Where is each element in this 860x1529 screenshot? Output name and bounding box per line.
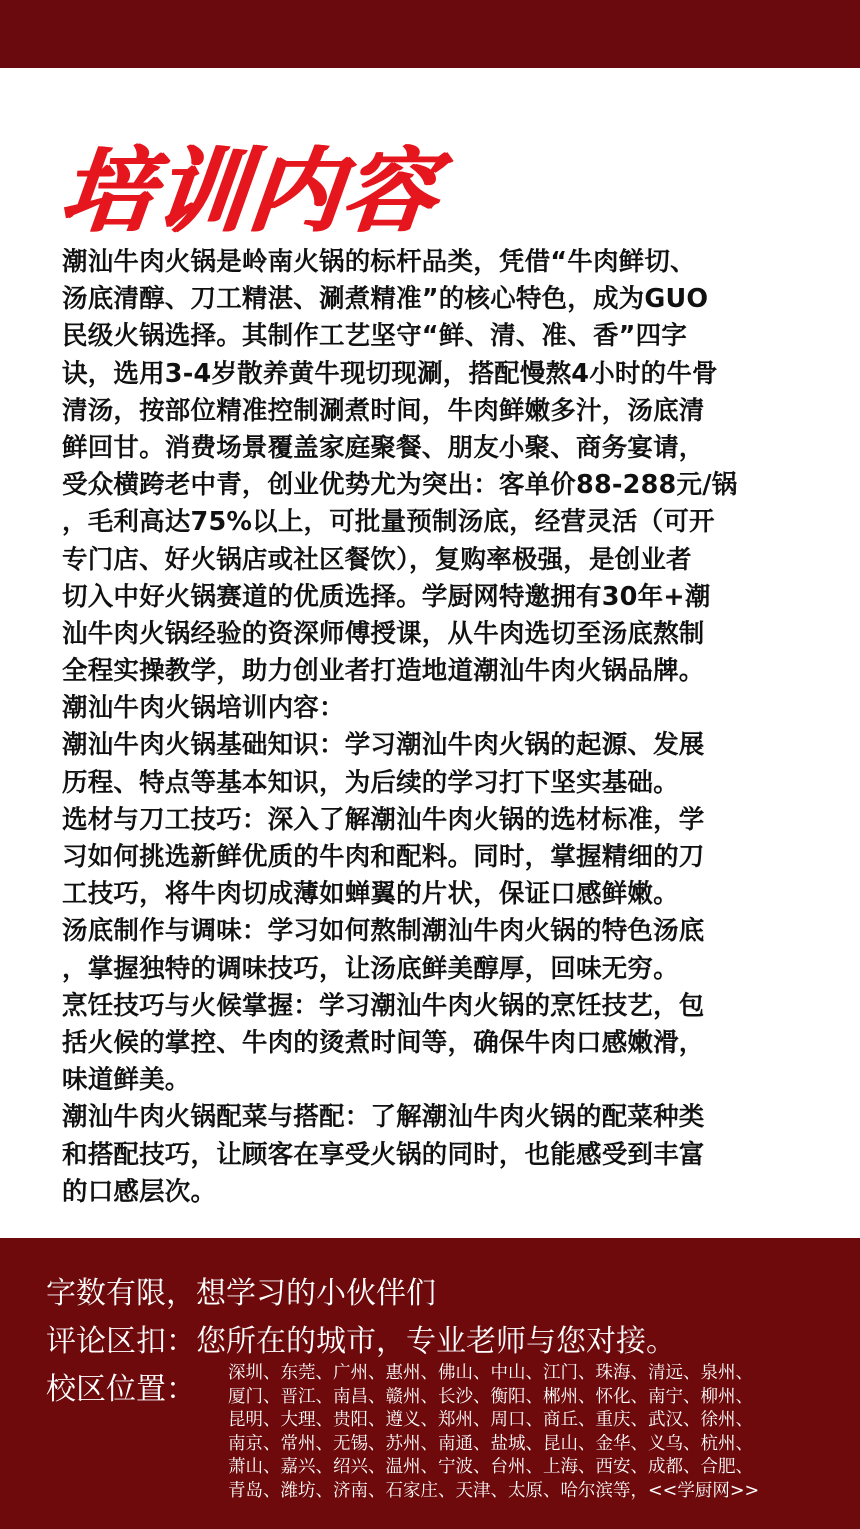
city-line: 深圳、东莞、广州、惠州、佛山、中山、江门、珠海、清远、泉州、 (228, 1363, 753, 1383)
content-line: 味道鲜美。 (62, 1065, 191, 1096)
footer-banner (0, 1238, 860, 1529)
content-line: 括火候的掌控、牛肉的烫煮时间等，确保牛肉口感嫩滑， (62, 1027, 705, 1058)
content-line: 烹饪技巧与火候掌握：学习潮汕牛肉火锅的烹饪技艺，包 (62, 990, 705, 1021)
content-line: ，掌握独特的调味技巧，让汤底鲜美醇厚，回味无穷。 (62, 953, 679, 984)
footer-line-1: 字数有限，想学习的小伙伴们 (46, 1276, 436, 1311)
content-line: 清汤，按部位精准控制涮煮时间，牛肉鲜嫩多汁，汤底清 (62, 395, 705, 426)
city-line: 厦门、晋江、南昌、赣州、长沙、衡阳、郴州、怀化、南宁、柳州、 (228, 1386, 753, 1407)
content-line: 切入中好火锅赛道的优质选择。学厨网特邀拥有30年+潮 (62, 581, 711, 612)
content-line: 汕牛肉火锅经验的资深师傅授课，从牛肉选切至汤底熬制 (62, 618, 705, 649)
city-line: 萧山、嘉兴、绍兴、温州、宁波、台州、上海、西安、成都、合肥、 (228, 1457, 753, 1477)
content-line: 习如何挑选新鲜优质的牛肉和配料。同时，掌握精细的刀 (62, 842, 705, 872)
content-line: 专门店、好火锅店或社区餐饮），复购率极强，是创业者 (62, 544, 692, 575)
content-line: 受众横跨老中青，创业优势尤为突出：客单价88-288元/锅 (62, 470, 738, 501)
content-line: 工技巧，将牛肉切成薄如蝉翼的片状，保证口感鲜嫩。 (62, 879, 679, 910)
content-line: 潮汕牛肉火锅是岭南火锅的标杆品类，凭借“牛肉鲜切、 (62, 247, 696, 277)
content-line: 选材与刀工技巧：深入了解潮汕牛肉火锅的选材标准，学 (62, 804, 705, 835)
campus-label: 校区位置： (46, 1372, 196, 1407)
content-line: 潮汕牛肉火锅培训内容： (62, 693, 345, 724)
content-line: 民级火锅选择。其制作工艺坚守“鲜、清、准、香”四字 (62, 321, 688, 352)
city-line: 青岛、潍坊、济南、石家庄、天津、太原、哈尔滨等，<<学厨网>> (228, 1480, 760, 1501)
footer-line-2: 评论区扣：您所在的城市，专业老师与您对接。 (46, 1324, 676, 1359)
content-line: 的口感层次。 (62, 1176, 217, 1207)
page-title: 培训内容 (55, 138, 443, 245)
content-line: 潮汕牛肉火锅基础知识：学习潮汕牛肉火锅的起源、发展 (62, 730, 705, 761)
city-line: 昆明、大理、贵阳、遵义、郑州、周口、商丘、重庆、武汉、徐州、 (228, 1410, 753, 1430)
city-list (228, 1362, 759, 1503)
content-line: 全程实操教学，助力创业者打造地道潮汕牛肉火锅品牌。 (62, 656, 705, 687)
content-body (62, 244, 802, 1211)
content-line: ，毛利高达75%以上，可批量预制汤底，经营灵活（可开 (62, 507, 715, 538)
city-line: 南京、常州、无锡、苏州、南通、盐城、昆山、金华、义乌、杭州、 (228, 1433, 753, 1454)
content-line: 潮汕牛肉火锅配菜与搭配：了解潮汕牛肉火锅的配菜种类 (62, 1102, 705, 1133)
content-line: 诀，选用3-4岁散养黄牛现切现涮，搭配慢熬4小时的牛骨 (62, 358, 718, 389)
content-line: 汤底制作与调味：学习如何熬制潮汕牛肉火锅的特色汤底 (62, 916, 705, 947)
content-line: 汤底清醇、刀工精湛、涮煮精准”的核心特色，成为GUO (62, 284, 709, 315)
content-line: 和搭配技巧，让顾客在享受火锅的同时，也能感受到丰富 (62, 1139, 705, 1170)
content-line: 历程、特点等基本知识，为后续的学习打下坚实基础。 (62, 767, 679, 798)
top-banner (0, 0, 860, 68)
content-line: 鲜回甘。消费场景覆盖家庭聚餐、朋友小聚、商务宴请， (62, 432, 705, 463)
